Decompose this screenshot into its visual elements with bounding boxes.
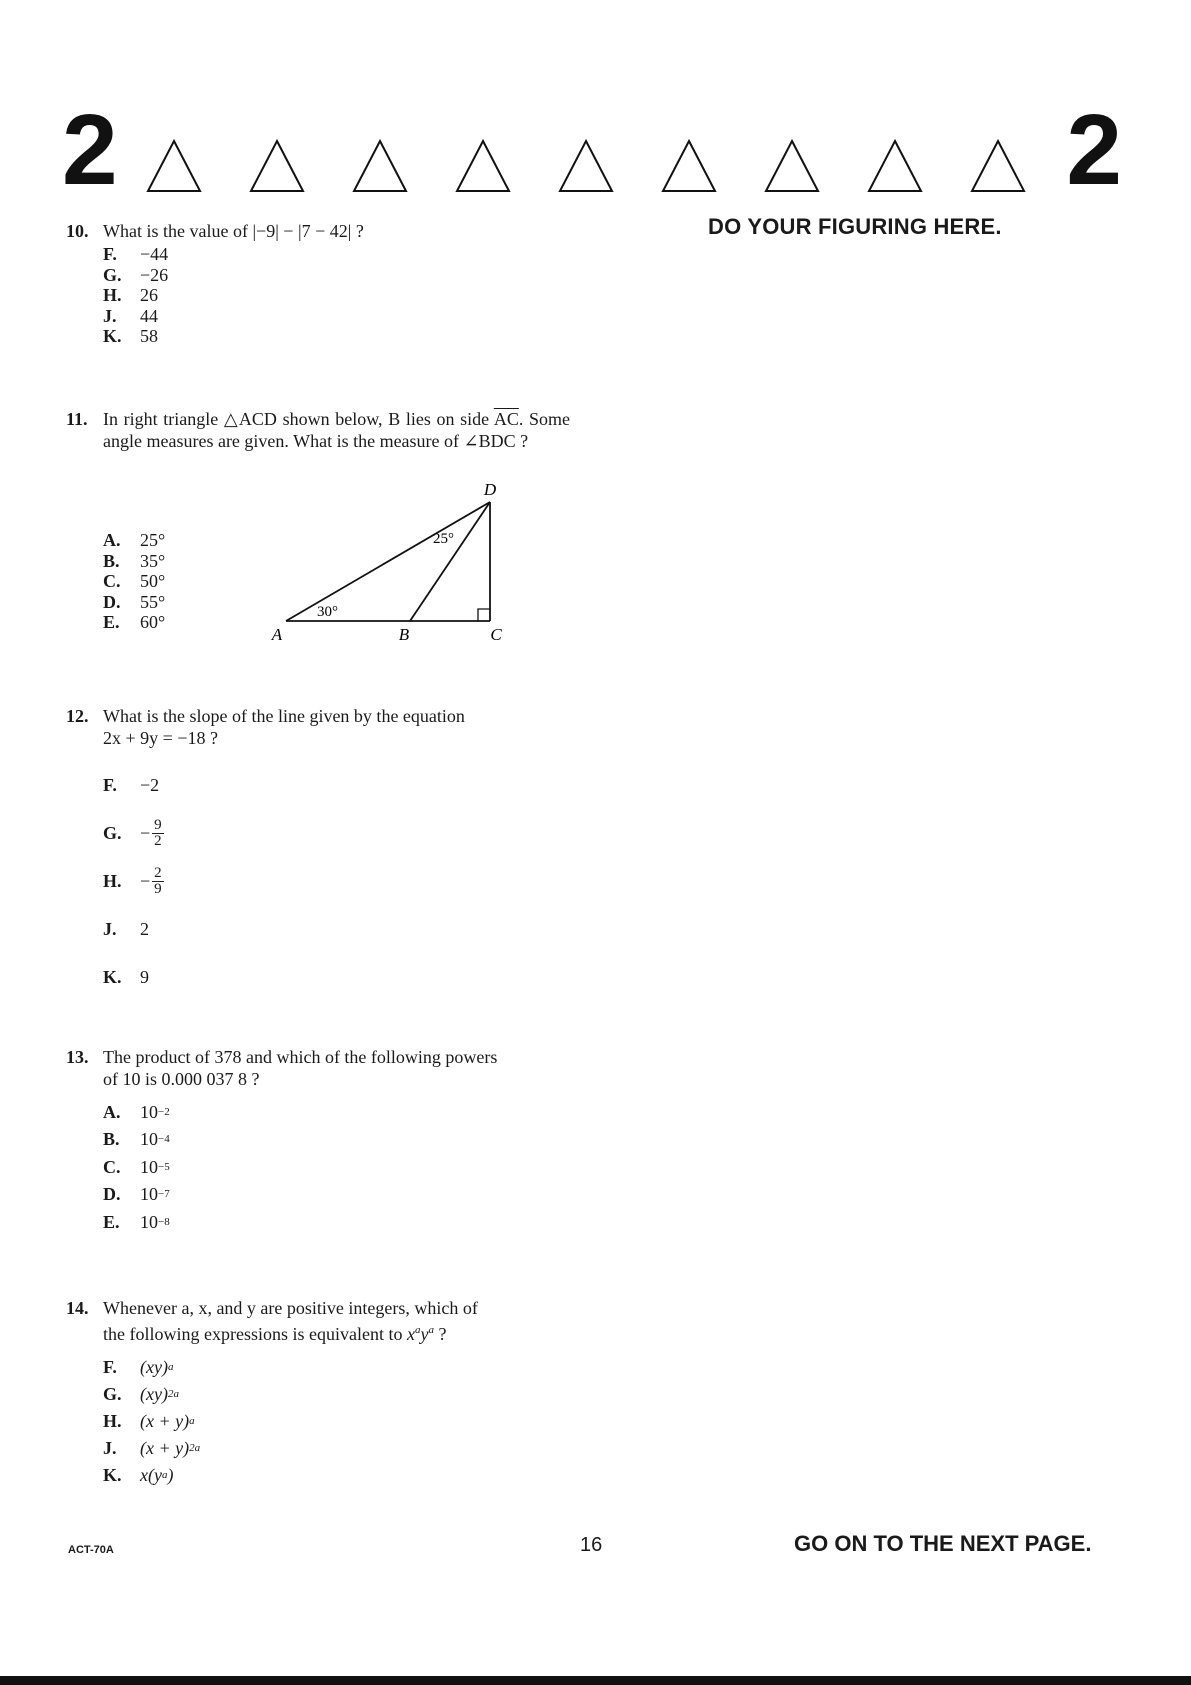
question-stem: What is the value of |−9| − |7 − 42| ? <box>103 221 364 241</box>
triangle-outline-icon <box>969 138 1027 194</box>
triangle-outline-icon <box>248 138 306 194</box>
answer-option[interactable]: D. 55° <box>103 591 166 612</box>
answer-option[interactable]: B. 35° <box>103 550 166 571</box>
triangle-outline-icon <box>145 138 203 194</box>
question-number: 14. <box>66 1298 89 1318</box>
answer-option[interactable]: F. −2 <box>103 775 160 795</box>
answer-option[interactable]: C. 10 −5 <box>103 1156 170 1177</box>
vertex-b-label: B <box>398 625 410 644</box>
answer-option[interactable]: G. − $\frac{9}{2}$ <box>103 816 162 849</box>
triangle-figure <box>260 480 510 645</box>
vertex-d-label: D <box>483 480 497 499</box>
triangle-outline-icon <box>660 138 718 194</box>
question-number: 13. <box>66 1047 89 1067</box>
answer-option[interactable]: E. 60° <box>103 612 166 633</box>
segment-bd <box>410 502 490 621</box>
vertex-c-label: C <box>490 625 502 644</box>
angle-a-label: 30° <box>317 604 338 620</box>
fraction: $\frac{9}{2}$ <box>154 816 162 849</box>
form-code: ACT-70A <box>68 1544 114 1556</box>
answer-option[interactable]: H. − $\frac{2}{9}$ <box>103 864 162 897</box>
answer-option[interactable]: K. x(y a ) <box>103 1464 174 1485</box>
answer-option[interactable]: D. 10 −7 <box>103 1184 170 1205</box>
answer-option[interactable]: K. 58 <box>103 326 158 347</box>
answer-option[interactable]: F. (xy) a <box>103 1356 174 1377</box>
answer-option[interactable]: H. (x + y) a <box>103 1410 195 1431</box>
question-14 <box>66 1297 570 1488</box>
question-stem: In right triangle △ACD shown below, B lies on side $\overline{AC}$. Some angle measures are given. What is the measure of ∠BDC ? <box>103 409 570 451</box>
question-13 <box>66 1046 570 1236</box>
question-number: 10. <box>66 221 89 241</box>
next-page-label: GO ON TO THE NEXT PAGE. <box>794 1531 1092 1556</box>
answer-option[interactable]: B. 10 −4 <box>103 1129 170 1150</box>
figuring-label: DO YOUR FIGURING HERE. <box>708 214 1002 239</box>
triangle-outline-icon <box>763 138 821 194</box>
answer-option[interactable]: F. −44 <box>103 244 169 265</box>
answer-option[interactable]: E. 10 −8 <box>103 1211 170 1232</box>
triangle-outline-icon <box>454 138 512 194</box>
question-12 <box>66 705 570 1001</box>
answer-option[interactable]: J. (x + y) 2a <box>103 1437 201 1458</box>
answer-option[interactable]: J. 2 <box>103 919 149 939</box>
question-stem: The product of 378 and which of the following powers of 10 is 0.000 037 8 ? <box>103 1047 498 1089</box>
answer-option[interactable]: A. 10 −2 <box>103 1101 170 1122</box>
triangle-outline-icon <box>557 138 615 194</box>
answer-option[interactable]: G. (xy) 2a <box>103 1383 179 1404</box>
right-angle-mark <box>478 609 490 621</box>
section-header <box>62 94 1122 206</box>
triangle-outline-icon <box>866 138 924 194</box>
answer-option[interactable]: H. 26 <box>103 285 158 306</box>
question-number: 12. <box>66 706 89 726</box>
answer-option[interactable]: G. −26 <box>103 264 169 285</box>
answer-option[interactable]: C. 50° <box>103 571 166 592</box>
answer-option[interactable]: A. 25° <box>103 530 166 551</box>
section-number-right: 2 <box>1066 94 1122 206</box>
triangle-outline-icon <box>351 138 409 194</box>
angle-adb-label: 25° <box>433 531 454 547</box>
question-stem: Whenever a, x, and y are positive integers, which of the following expressions is equivalent to $x^ay^a$ ? <box>103 1298 478 1344</box>
answer-option[interactable]: J. 44 <box>103 305 158 326</box>
segment-label: $\overline{AC}$ <box>493 409 519 429</box>
answer-option[interactable]: K. 9 <box>103 967 149 987</box>
vertex-a-label: A <box>271 625 283 644</box>
section-number-left: 2 <box>62 94 118 206</box>
question-stem: What is the slope of the line given by the equation 2x + 9y = −18 ? <box>103 706 465 748</box>
question-number: 11. <box>66 409 88 429</box>
bottom-rule <box>0 1676 1191 1685</box>
page-number: 16 <box>580 1534 603 1556</box>
fraction: $\frac{2}{9}$ <box>154 864 162 897</box>
question-10 <box>66 220 570 347</box>
